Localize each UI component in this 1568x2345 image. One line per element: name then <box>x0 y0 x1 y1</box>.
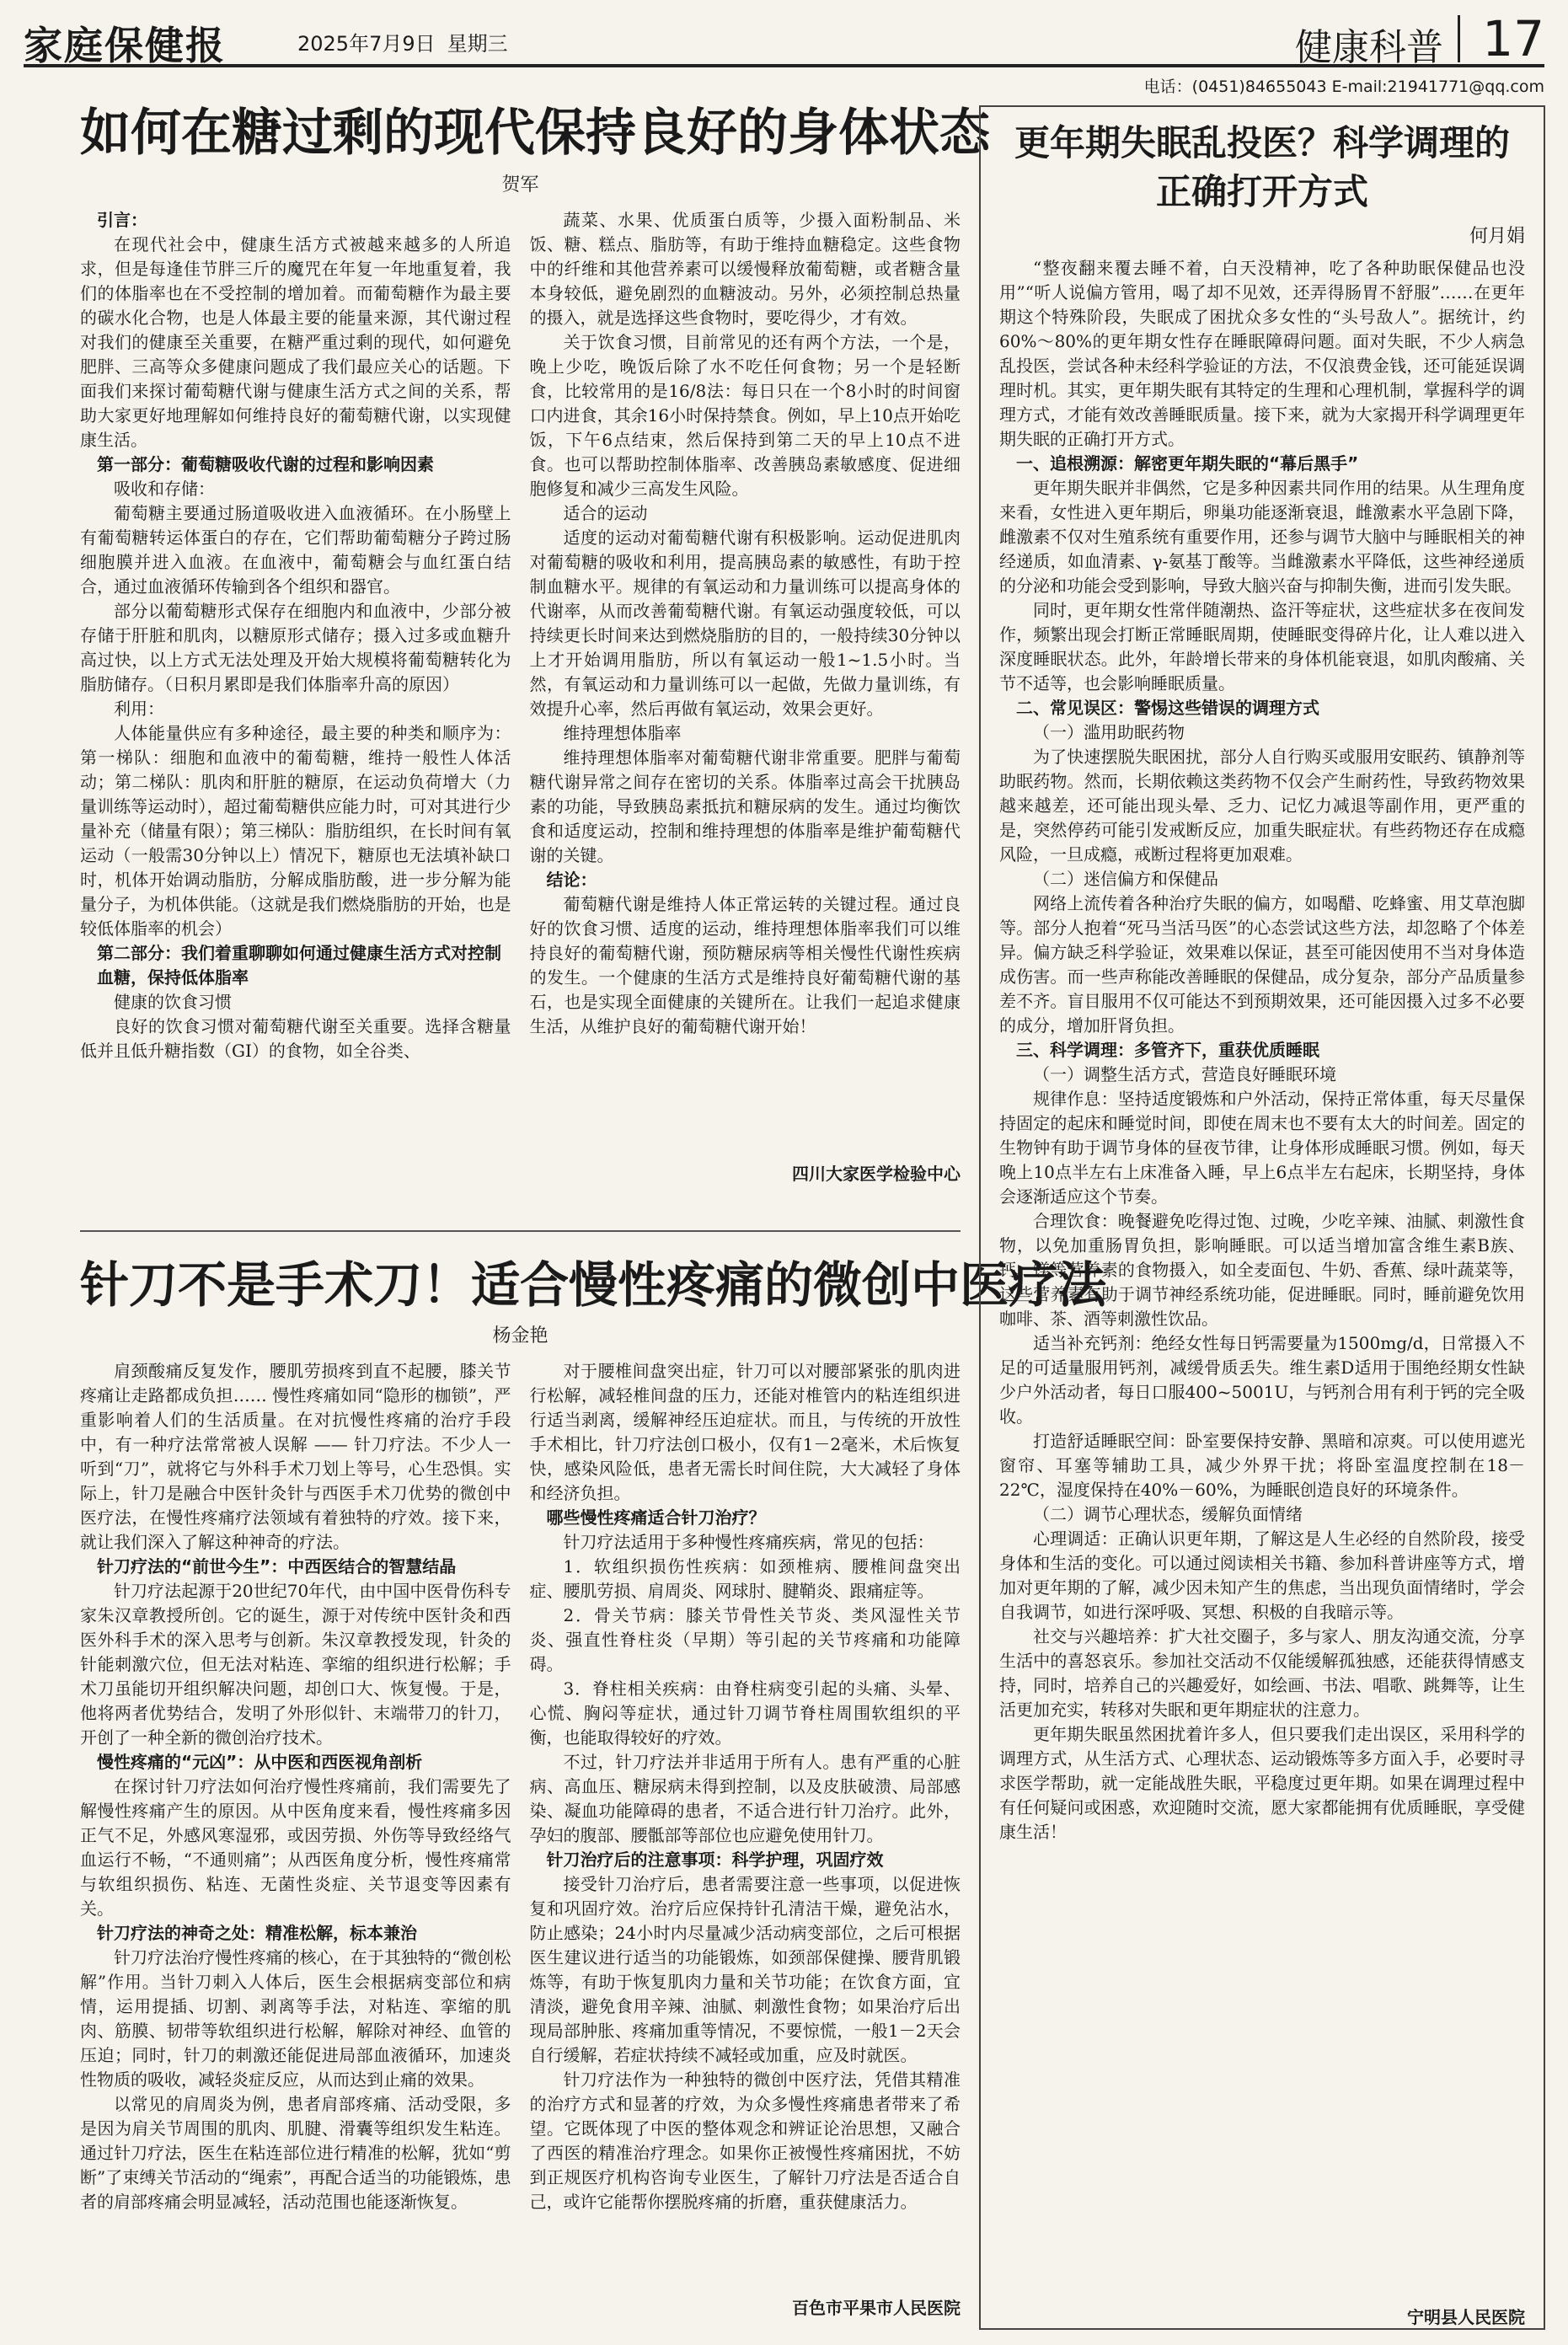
article-title: 针刀不是手术刀！适合慢性疼痛的微创中医疗法 <box>80 1256 1107 1314</box>
paragraph: 针刀疗法治疗慢性疼痛的核心，在于其独特的“微创松解”作用。当针刀刺入人体后，医生会根据病变部位和病情，运用提插、切割、剥离等手法，对粘连、挛缩的肌肉、筋膜、韧带等软组织进行松解，解除对神经、血管的压迫；同时，针刀的刺激还能促进局部血液循环，加速炎性物质的吸收，减轻炎症反应，从而达到止痛的效果。 <box>80 1947 511 2090</box>
paragraph: 葡萄糖代谢是维持人体正常运转的关键过程。通过良好的饮食习惯、适度的运动，维持理想体脂率我们可以维持良好的葡萄糖代谢，预防糖尿病等相关慢性代谢性疾病的发生。一个健康的生活方式是维持良好葡萄糖代谢的基石，也是实现全面健康的关键所在。让我们一起追求健康生活，从维护良好的葡萄糖代谢开始！ <box>529 894 961 1036</box>
article-column <box>80 208 511 1160</box>
article-columns <box>80 1359 961 2294</box>
section-heading: 三、科学调理：多管齐下，重获优质睡眠 <box>1016 1040 1319 1060</box>
section-heading: 第一部分：葡萄糖吸收代谢的过程和影响因素 <box>97 454 434 474</box>
paragraph: 合理饮食：晚餐避免吃得过饱、过晚，少吃辛辣、油腻、刺激性食物，以免加重肠胃负担，影响睡眠。可以适当增加富含维生素B族、钙、镁等营养素的食物摄入，如全麦面包、牛奶、香蕉、绿叶蔬菜等，这些营养素有助于调节神经系统功能，促进睡眠。同时，睡前避免饮用咖啡、茶、酒等刺激性饮品。 <box>999 1211 1525 1329</box>
article-body <box>999 256 1525 2304</box>
paragraph: 心理调适：正确认识更年期，了解这是人生必经的自然阶段，接受身体和生活的变化。可以通过阅读相关书籍、参加科普讲座等方式，增加对更年期的了解，减少因未知产生的焦虑，当出现负面情绪时，学会自我调节，如进行深呼吸、冥想、积极的自我暗示等。 <box>999 1529 1525 1622</box>
paragraph: 为了快速摆脱失眠困扰，部分人自行购买或服用安眠药、镇静剂等助眠药物。然而，长期依赖这类药物不仅会产生耐药性，导致药物效果越来越差，还可能出现头晕、乏力、记忆力减退等副作用，更严重的是，突然停药可能引发戒断反应，加重失眠症状。有些药物还存在成瘾风险，一旦成瘾，戒断过程将更加艰难。 <box>999 747 1525 865</box>
article-organization: 百色市平果市人民医院 <box>792 2298 961 2318</box>
paragraph: 网络上流传着各种治疗失眠的偏方，如喝醋、吃蜂蜜、用艾草泡脚等。部分人抱着“死马当活马医”的心态尝试这些方法，却忽略了个体差异。偏方缺乏科学验证，效果难以保证，甚至可能因使用不当对身体造成伤害。而一些声称能改善睡眠的保健品，成分复杂，部分产品质量参差不齐。盲目服用不仅可能达不到预期效果，还可能因摄入过多不必要的成分，增加肝肾负担。 <box>999 893 1525 1036</box>
article-column <box>80 1359 511 2294</box>
article-author: 何月娟 <box>1469 226 1525 247</box>
paragraph: 社交与兴趣培养：扩大社交圈子，多与家人、朋友沟通交流，分享生活中的喜怒哀乐。参加社交活动不仅能缓解孤独感，还能获得情感支持，同时，培养自己的兴趣爱好，如绘画、书法、唱歌、跳舞等，让生活更加充实，转移对失眠和更年期症状的注意力。 <box>999 1626 1525 1720</box>
paragraph: “整夜翻来覆去睡不着，白天没精神，吃了各种助眠保健品也没用”“听人说偏方管用，喝了却不见效，还弄得肠胃不舒服”……在更年期这个特殊阶段，失眠成了困扰众多女性的“头号敌人”。据统计，约60%～80%的更年期女性存在睡眠障碍问题。面对失眠，不少人病急乱投医，尝试各种未经科学验证的方法，不仅浪费金钱，还可能延误调理时机。其实，更年期失眠有其特定的生理和心理机制，掌握科学的调理方式，才能有效改善睡眠质量。接下来，就为大家揭开科学调理更年期失眠的正确打开方式。 <box>999 258 1525 449</box>
section-heading: 针刀疗法的“前世今生”：中西医结合的智慧结晶 <box>97 1556 457 1577</box>
paragraph: 接受针刀治疗后，患者需要注意一些事项，以促进恢复和巩固疗效。治疗后应保持针孔清洁干燥，避免沾水，防止感染；24小时内尽量减少活动病变部位，之后可根据医生建议进行适当的功能锻炼，如颈部保健操、腰背肌锻炼等，有助于恢复肌肉力量和关节功能；在饮食方面，宜清淡，避免食用辛辣、油腻、刺激性食物；如果治疗后出现局部肿胀、疼痛加重等情况，不要惊慌，一般1－2天会自行缓解，若症状持续不减轻或加重，应及时就医。 <box>529 1874 961 2065</box>
paragraph: 在现代社会中，健康生活方式被越来越多的人所追求，但是每逢佳节胖三斤的魔咒在年复一年地重复着，我们的体脂率也在不受控制的增加着。而葡萄糖作为最主要的碳水化合物，也是人体最主要的能量来源，其代谢过程对我们的健康至关重要，在糖严重过剩的现代，如何避免肥胖、三高等众多健康问题成了我们最应关心的话题。下面我们来探讨葡萄糖代谢与健康生活方式之间的关系，帮助大家更好地理解如何维持良好的葡萄糖代谢，以实现健康生活。 <box>80 234 511 450</box>
paragraph: 不过，针刀疗法并非适用于所有人。患有严重的心脏病、高血压、糖尿病未得到控制，以及皮肤破溃、局部感染、凝血功能障碍的患者，不适合进行针刀治疗。此外，孕妇的腹部、腰骶部等部位也应避免使用针刀。 <box>529 1752 961 1845</box>
paragraph: 针刀疗法作为一种独特的微创中医疗法，凭借其精准的治疗方式和显著的疗效，为众多慢性疼痛患者带来了希望。它既体现了中医的整体观念和辨证论治思想，又融合了西医的精准治疗理念。如果你正被慢性疼痛困扰，不妨到正规医疗机构咨询专业医生，了解针刀疗法是否适合自己，或许它能帮你摆脱疼痛的折磨，重获健康活力。 <box>529 2069 961 2212</box>
subheading: （一）滥用助眠药物 <box>1033 722 1185 742</box>
paragraph: 2．骨关节病：膝关节骨性关节炎、类风湿性关节炎、强直性脊柱炎（早期）等引起的关节疼痛和功能障碍。 <box>529 1605 961 1674</box>
subheading: 吸收和存储： <box>114 479 215 499</box>
paragraph: 针刀疗法起源于20世纪70年代，由中国中医骨伤科专家朱汉章教授所创。它的诞生，源于对传统中医针灸和西医外科手术的深入思考与创新。朱汉章教授发现，针灸的针能刺激穴位，但无法对粘连、挛缩的组织进行松解；手术刀虽能切开组织解决问题，却创口大、恢复慢。于是，他将两者优势结合，发明了外形似针、末端带刀的针刀，开创了一种全新的微创治疗技术。 <box>80 1581 511 1748</box>
subheading: （二）迷信偏方和保健品 <box>1033 869 1218 889</box>
paragraph: 针刀疗法适用于多种慢性疼痛疾病，常见的包括： <box>563 1532 934 1552</box>
paragraph: 适当补充钙剂：绝经女性每日钙需要量为1500mg/d，日常摄入不足的可适量服用钙剂，减缓骨质丢失。维生素D适用于围绝经期女性缺少户外活动者，每日口服400~5001U，与钙剂合用有利于钙的完全吸收。 <box>999 1333 1525 1427</box>
paragraph: 以常见的肩周炎为例，患者肩部疼痛、活动受限，多是因为肩关节周围的肌肉、肌腱、滑囊等组织发生粘连。通过针刀疗法，医生在粘连部位进行精准的松解，犹如“剪断”了束缚关节活动的“绳索”，再配合适当的功能锻炼，患者的肩部疼痛会明显减轻，活动范围也能逐渐恢复。 <box>80 2094 511 2212</box>
weekday: 星期三 <box>447 32 508 56</box>
section-heading: 哪些慢性疼痛适合针刀治疗？ <box>546 1507 766 1528</box>
article-author: 杨金艳 <box>492 1325 549 1347</box>
paragraph: 1．软组织损伤性疾病：如颈椎病、腰椎间盘突出症、腰肌劳损、肩周炎、网球肘、腱鞘炎、跟痛症等。 <box>529 1556 961 1601</box>
article-author: 贺军 <box>501 174 539 195</box>
masthead-divider <box>1458 15 1460 62</box>
paragraph: 更年期失眠虽然困扰着许多人，但只要我们走出误区，采用科学的调理方式，从生活方式、心理状态、运动锻炼等多方面入手，必要时寻求医学帮助，就一定能战胜失眠，平稳度过更年期。如果在调理过程中有任何疑问或困惑，欢迎随时交流，愿大家都能拥有优质睡眠，享受健康生活！ <box>999 1724 1525 1842</box>
subheading: 健康的饮食习惯 <box>114 992 232 1012</box>
paragraph: 关于饮食习惯，目前常见的还有两个方法，一个是，晚上少吃，晚饭后除了水不吃任何食物；另一个是轻断食，比较常用的是16/8法：每日只在一个8小时的时间窗口内进食，其余16小时保持禁食。例如，早上10点开始吃饭，下午6点结束，然后保持到第二天的早上10点不进食。也可以帮助控制体脂率、改善胰岛素敏感度、促进细胞修复和减少三高发生风险。 <box>529 332 961 499</box>
article-acupotomy <box>80 1230 1107 2326</box>
paragraph: 维持理想体脂率对葡萄糖代谢非常重要。肥胖与葡萄糖代谢异常之间存在密切的关系。体脂率过高会干扰胰岛素的功能，导致胰岛素抵抗和糖尿病的发生。通过均衡饮食和适度运动，控制和维持理想的体脂率是维护葡萄糖代谢的关键。 <box>529 747 961 865</box>
article-column <box>530 208 961 1160</box>
paragraph: 葡萄糖主要通过肠道吸收进入血液循环。在小肠壁上有葡萄糖转运体蛋白的存在，它们帮助葡萄糖分子跨过肠细胞膜并进入血液。在血液中，葡萄糖会与血红蛋白结合，通过血液循环传输到各个组织和器官。 <box>80 503 511 597</box>
date: 2025年7月9日 <box>297 32 436 56</box>
subheading: （一）调整生活方式，营造良好睡眠环境 <box>1033 1064 1336 1084</box>
paragraph: 对于腰椎间盘突出症，针刀可以对腰部紧张的肌肉进行松解，减轻椎间盘的压力，还能对椎管内的粘连组织进行适当剥离，缓解神经压迫症状。而且，与传统的开放性手术相比，针刀疗法创口极小，仅有1－2毫米，术后恢复快，感染风险低，患者无需长时间住院，大大减轻了身体和经济负担。 <box>529 1361 961 1503</box>
page-number: 17 <box>1482 10 1544 67</box>
paragraph: 适度的运动对葡萄糖代谢有积极影响。运动促进肌肉对葡萄糖的吸收和利用，提高胰岛素的敏感性，有助于控制血糖水平。规律的有氧运动和力量训练可以提高身体的代谢率，从而改善葡萄糖代谢。有氧运动强度较低，可以持续更长时间来达到燃烧脂肪的目的，一般持续30分钟以上才开始调用脂肪，所以有氧运动一般1~1.5小时。当然，有氧运动和力量训练可以一起做，先做力量训练，有效提升心率，然后再做有氧运动，效果会更好。 <box>529 527 961 719</box>
paper-name: 家庭保健报 <box>24 23 226 68</box>
paragraph: 人体能量供应有多种途径，最主要的种类和顺序为：第一梯队：细胞和血液中的葡萄糖，维持一般性人体活动；第二梯队：肌肉和肝脏的糖原，在运动负荷增大（力量训练等运动时），超过葡萄糖供应能力时，可对其进行少量补充（储量有限）；第三梯队：脂肪组织，在长时间有氧运动（一般需30分钟以上）情况下，糖原也无法填补缺口时，机体开始调动脂肪，分解成脂肪酸，进一步分解为能量分子，为机体供能。（这就是我们燃烧脂肪的开始，也是较低体脂率的机会） <box>80 723 511 939</box>
paragraph: 打造舒适睡眠空间：卧室要保持安静、黑暗和凉爽。可以使用遮光窗帘、耳塞等辅助工具，减少外界干扰；将卧室温度控制在18－22℃，湿度保持在40%－60%，为睡眠创造良好的环境条件。 <box>999 1431 1525 1500</box>
section-heading: 一、追根溯源：解密更年期失眠的“幕后黑手” <box>1016 453 1359 474</box>
section-heading: 第二部分：我们着重聊聊如何通过健康生活方式对控制血糖，保持低体脂率 <box>97 943 501 988</box>
paragraph: 3．脊柱相关疾病：由脊柱病变引起的头痛、头晕、心慌、胸闷等症状，通过针刀调节脊柱周围软组织的平衡，也能取得较好的疗效。 <box>529 1678 961 1748</box>
section-name: 健康科普 <box>1295 26 1443 69</box>
section-heading: 引言： <box>97 210 147 230</box>
section-heading: 结论： <box>546 870 597 890</box>
article-organization: 宁明县人民医院 <box>1407 2307 1525 2327</box>
issue-date <box>297 27 520 56</box>
article-columns <box>80 208 961 1160</box>
paragraph: 良好的饮食习惯对葡萄糖代谢至关重要。选择含糖量低并且低升糖指数（GI）的食物，如全谷类、 <box>80 1016 511 1061</box>
masthead <box>24 10 1544 69</box>
article-column <box>530 1359 961 2294</box>
subheading: 适合的运动 <box>563 503 648 523</box>
section-heading: 针刀治疗后的注意事项：科学护理，巩固疗效 <box>546 1850 884 1870</box>
paragraph: 同时，更年期女性常伴随潮热、盗汗等症状，这些症状多在夜间发作，频繁出现会打断正常睡眠周期，使睡眠变得碎片化，让人难以进入深度睡眠状态。此外，年龄增长带来的身体机能衰退，如肌肉酸痛、关节不适等，也会影响睡眠质量。 <box>999 600 1525 693</box>
paragraph: 蔬菜、水果、优质蛋白质等，少摄入面粉制品、米饭、糖、糕点、脂肪等，有助于维持血糖稳定。这些食物中的纤维和其他营养素可以缓慢释放葡萄糖，或者糖含量本身较低，避免剧烈的血糖波动。另外，必须控制总热量的摄入，就是选择这些食物时，要吃得少，才有效。 <box>529 210 961 328</box>
subheading: 利用： <box>114 699 164 719</box>
paragraph: 肩颈酸痛反复发作，腰肌劳损疼到直不起腰，膝关节疼痛让走路都成负担…… 慢性疼痛如同“隐形的枷锁”，严重影响着人们的生活质量。在对抗慢性疼痛的治疗手段中，有一种疗法常常被人误解 —— 针刀疗法。不少人一听到“刀”，就将它与外科手术刀划上等号，心生恐惧。实际上，针刀是融合中医针灸针与西医手术刀优势的微创中医疗法，在慢性疼痛疗法领域有着独特的疗效。接下来，就让我们深入了解这种神奇的疗法。 <box>80 1361 511 1552</box>
paragraph: 在探讨针刀疗法如何治疗慢性疼痛前，我们需要先了解慢性疼痛产生的原因。从中医角度来看，慢性疼痛多因正气不足，外感风寒湿邪，或因劳损、外伤等导致经络气血运行不畅，“不通则痛”；从西医角度分析，慢性疼痛常与软组织损伤、粘连、无菌性炎症、关节退变等因素有关。 <box>80 1776 511 1919</box>
paragraph: 更年期失眠并非偶然，它是多种因素共同作用的结果。从生理角度来看，女性进入更年期后，卵巢功能逐渐衰退，雌激素水平急剧下降，雌激素不仅对生殖系统有重要作用，还参与调节大脑中与睡眠相关的神经递质，如血清素、γ-氨基丁酸等。当雌激素水平降低，这些神经递质的分泌和功能会受到影响，导致大脑兴奋与抑制失衡，进而引发失眠。 <box>999 478 1525 596</box>
section-heading: 慢性疼痛的“元凶”：从中医和西医视角剖析 <box>97 1752 423 1772</box>
article-title: 更年期失眠乱投医？科学调理的正确打开方式 <box>1014 122 1510 212</box>
subheading: （二）调节心理状态，缓解负面情绪 <box>1033 1504 1303 1524</box>
section-heading: 针刀疗法的神奇之处：精准松解，标本兼治 <box>97 1923 417 1943</box>
article-glucose <box>80 93 990 1192</box>
contact-info: 电话：(0451)84655043 E-mail:21941771@qq.com <box>1143 78 1544 96</box>
subheading: 维持理想体脂率 <box>563 723 682 743</box>
article-menopause-insomnia <box>979 105 1545 2330</box>
section-heading: 二、常见误区：警惕这些错误的调理方式 <box>1016 698 1319 718</box>
article-title: 如何在糖过剩的现代保持良好的身体状态 <box>80 104 990 163</box>
paragraph: 规律作息：坚持适度锻炼和户外活动，保持正常体重，每天尽量保持固定的起床和睡觉时间，即使在周末也不要有太大的时间差。固定的生物钟有助于调节身体的昼夜节律，让身体形成睡眠习惯。例如，每天晚上10点半左右上床准备入睡，早上6点半左右起床，长期坚持，身体会逐渐适应这个节奏。 <box>999 1089 1525 1207</box>
article-organization: 四川大家医学检验中心 <box>792 1164 961 1184</box>
paragraph: 部分以葡萄糖形式保存在细胞内和血液中，少部分被存储于肝脏和肌肉，以糖原形式储存；摄入过多或血糖升高过快，以上方式无法处理及开始大规模将葡萄糖转化为脂肪储存。（日积月累即是我们体脂率升高的原因） <box>80 601 511 694</box>
